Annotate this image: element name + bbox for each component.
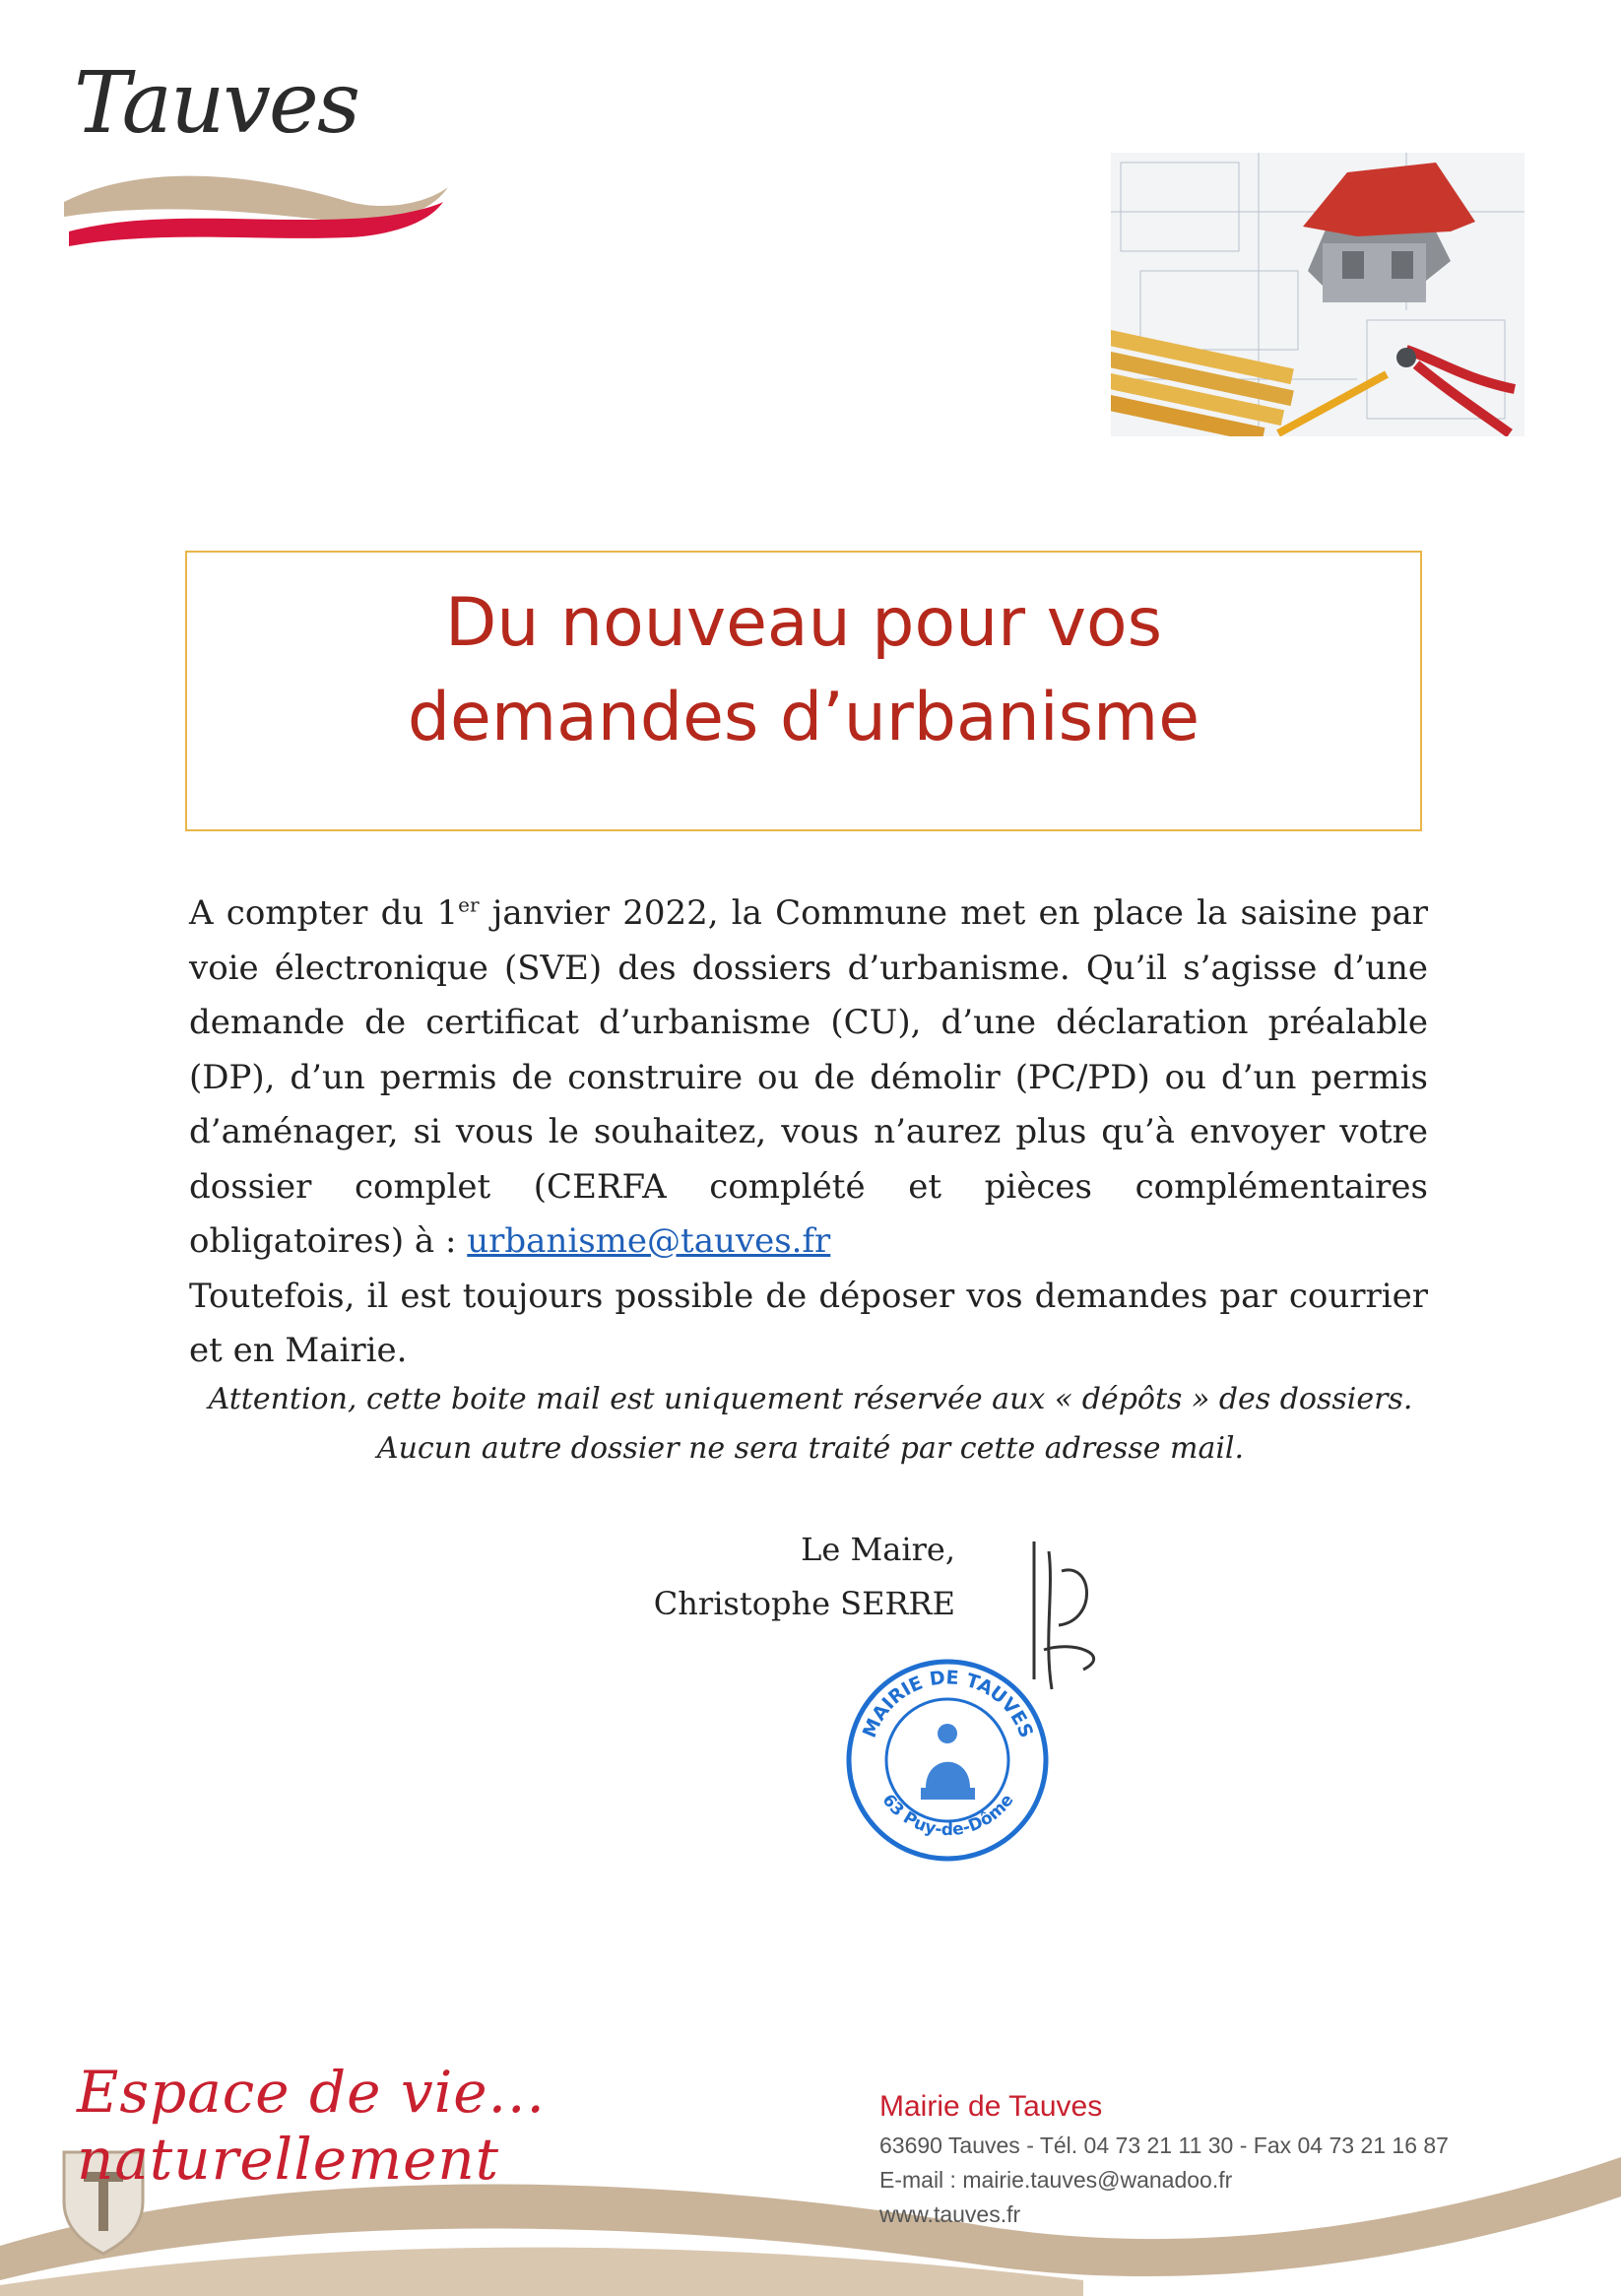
stamp-top-text: MAIRIE DE TAUVES [858, 1667, 1038, 1741]
urbanisme-email-link[interactable]: urbanisme@tauves.fr [467, 1221, 831, 1261]
footer-email[interactable]: E-mail : mairie.tauves@wanadoo.fr [879, 2167, 1233, 2193]
footer-slogan: Espace de vie... naturellement [77, 2059, 546, 2193]
footer-organization: Mairie de Tauves [879, 2090, 1103, 2123]
signatory-name: Christophe SERRE [653, 1585, 955, 1622]
logo-wordmark: Tauves [74, 54, 358, 153]
page-title-line-1: Du nouveau pour vos [444, 584, 1163, 662]
mairie-stamp [842, 1655, 1054, 1867]
alternative-deposit-paragraph: Toutefois, il est toujours possible de déposer vos demandes par courrier et en Mairie. [189, 1276, 1428, 1370]
stamp-bottom-text: 63 Puy-de-Dôme [877, 1790, 1018, 1841]
title-box [185, 551, 1422, 831]
footer-contact [879, 2085, 1589, 2232]
tauves-logo [54, 54, 458, 251]
logo-swoosh [54, 54, 458, 251]
warning-note [148, 1375, 1473, 1474]
announcement-body [189, 886, 1428, 1379]
page-title-line-2: demandes d’urbanisme [407, 679, 1200, 756]
signatory-block [611, 1523, 955, 1631]
ordinal-suffix: er [458, 892, 480, 917]
note-line: Attention, cette boite mail est uniquement réservée aux « dépôts » des dossiers. [208, 1382, 1413, 1416]
paragraph-text: A compter du 1 [189, 893, 459, 933]
announcement-paragraph [189, 886, 1428, 1270]
footer-website[interactable]: www.tauves.fr [879, 2201, 1021, 2227]
note-line: Aucun autre dossier ne sera traité par cette adresse mail. [376, 1431, 1245, 1466]
house-blueprint-image [1111, 153, 1524, 436]
footer-address: 63690 Tauves - Tél. 04 73 21 11 30 - Fax 04 73 21 16 87 [879, 2132, 1449, 2158]
signatory-role: Le Maire, [801, 1531, 955, 1568]
paragraph-text: janvier 2022, la Commune met en place la saisine par voie électronique (SVE) des dossiers d’urbanisme. Qu’il s’agisse d’une demande de certificat d’urbanisme (CU), d’une déclaration préalable (DP), d’un permis de construire ou de démolir (PC/PD) ou d’un permis d’aménager, si vous le souhaitez, vous n’aurez plus qu’à envoyer votre dossier complet (CERFA complété et pièces complémentaires obligatoires) à : [189, 893, 1428, 1261]
